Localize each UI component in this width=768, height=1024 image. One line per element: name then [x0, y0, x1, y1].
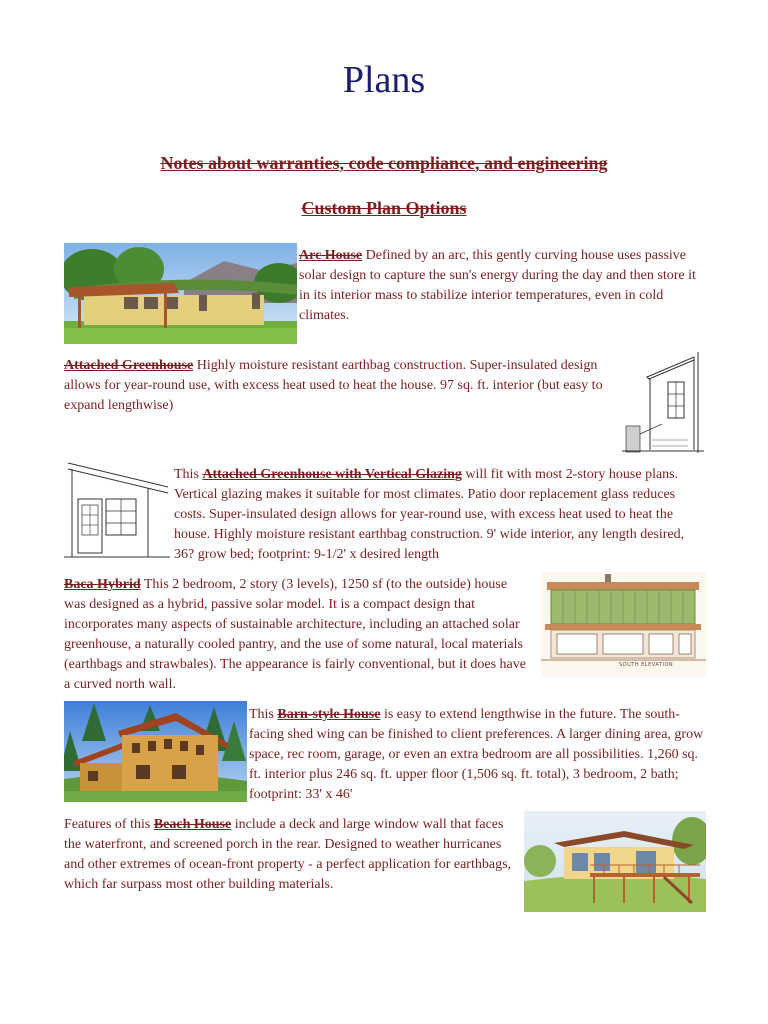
attached-greenhouse-description: Attached Greenhouse Highly moisture resistant earthbag construction. Super-insulated design allows for year-round use, with excess heat used to heat the house. 97 sq. ft. interior (but easy to expand lengthwise): [64, 358, 603, 413]
page-title: Plans: [342, 59, 426, 101]
baca-hybrid-link[interactable]: Baca Hybrid: [64, 577, 141, 592]
baca-hybrid-description: Baca Hybrid This 2 bedroom, 2 story (3 levels), 1250 sf (to the outside) house was designed as a hybrid, passive solar model. It is a compact design that incorporates many aspects of sustainable architecture, including an attached solar greenhouse, a naturally cooled pantry, and the use of some natural, local materials (earthbags and strawbales). The appearance is fairly conventional, but it does have a curved north wall.: [64, 577, 526, 692]
beach-house-description: Features of this Beach House include a deck and large window wall that faces the waterfront, and screened porch in the rear. Designed to weather hurricanes and other extremes of ocean-front property - a perfect application for earthbags, which far surpass most other building materials.: [64, 817, 512, 892]
beach-house-image[interactable]: [524, 811, 706, 912]
baca-hybrid-image-caption: SOUTH ELEVATION: [619, 662, 674, 668]
vertical-glazing-image[interactable]: [64, 461, 170, 559]
attached-greenhouse-link[interactable]: Attached Greenhouse: [64, 358, 194, 373]
barn-style-house-link[interactable]: Barn-style House: [277, 707, 381, 722]
beach-house-link[interactable]: Beach House: [153, 817, 232, 832]
vertical-glazing-description: This Attached Greenhouse with Vertical Glazing will fit with most 2-story house plans. Vertical glazing makes it suitable for most climates. Patio door replacement glass reduces costs. Super-insulated design allows for year-round use, with excess heat used to heat the house. Highly moisture resistant earthbag construction. 9' wide interior, any length desired, 36? grow bed; footprint: 9-1/2' x desired length: [174, 467, 685, 562]
barn-style-house-image[interactable]: [64, 701, 247, 802]
greenhouse-section-image[interactable]: [622, 352, 704, 453]
notes-heading-link[interactable]: Notes about warranties, code compliance, and engineering: [160, 153, 608, 173]
arc-house-link[interactable]: Arc House: [299, 248, 363, 263]
arc-house-image[interactable]: [64, 243, 297, 344]
custom-plan-options-link[interactable]: Custom Plan Options: [301, 198, 467, 218]
arc-house-description: Arc House Defined by an arc, this gently curving house uses passive solar design to capture the sun's energy during the day and then store it in its interior mass to stabilize interior temperatures, even in cold climates.: [299, 248, 696, 323]
barn-style-house-description: This Barn-style House is easy to extend lengthwise in the future. The south-facing shed wing can be finished to client preferences. A larger dining area, grow space, rec room, garage, or even an extra bedroom are all possibilities. 1,260 sq. ft. interior plus 246 sq. ft. upper floor (1,506 sq. ft. total), 3 bedroom, 2 bath; footprint: 33' x 46': [249, 707, 704, 802]
vertical-glazing-link[interactable]: Attached Greenhouse with Vertical Glazing: [202, 467, 462, 482]
baca-hybrid-image[interactable]: [541, 572, 706, 677]
